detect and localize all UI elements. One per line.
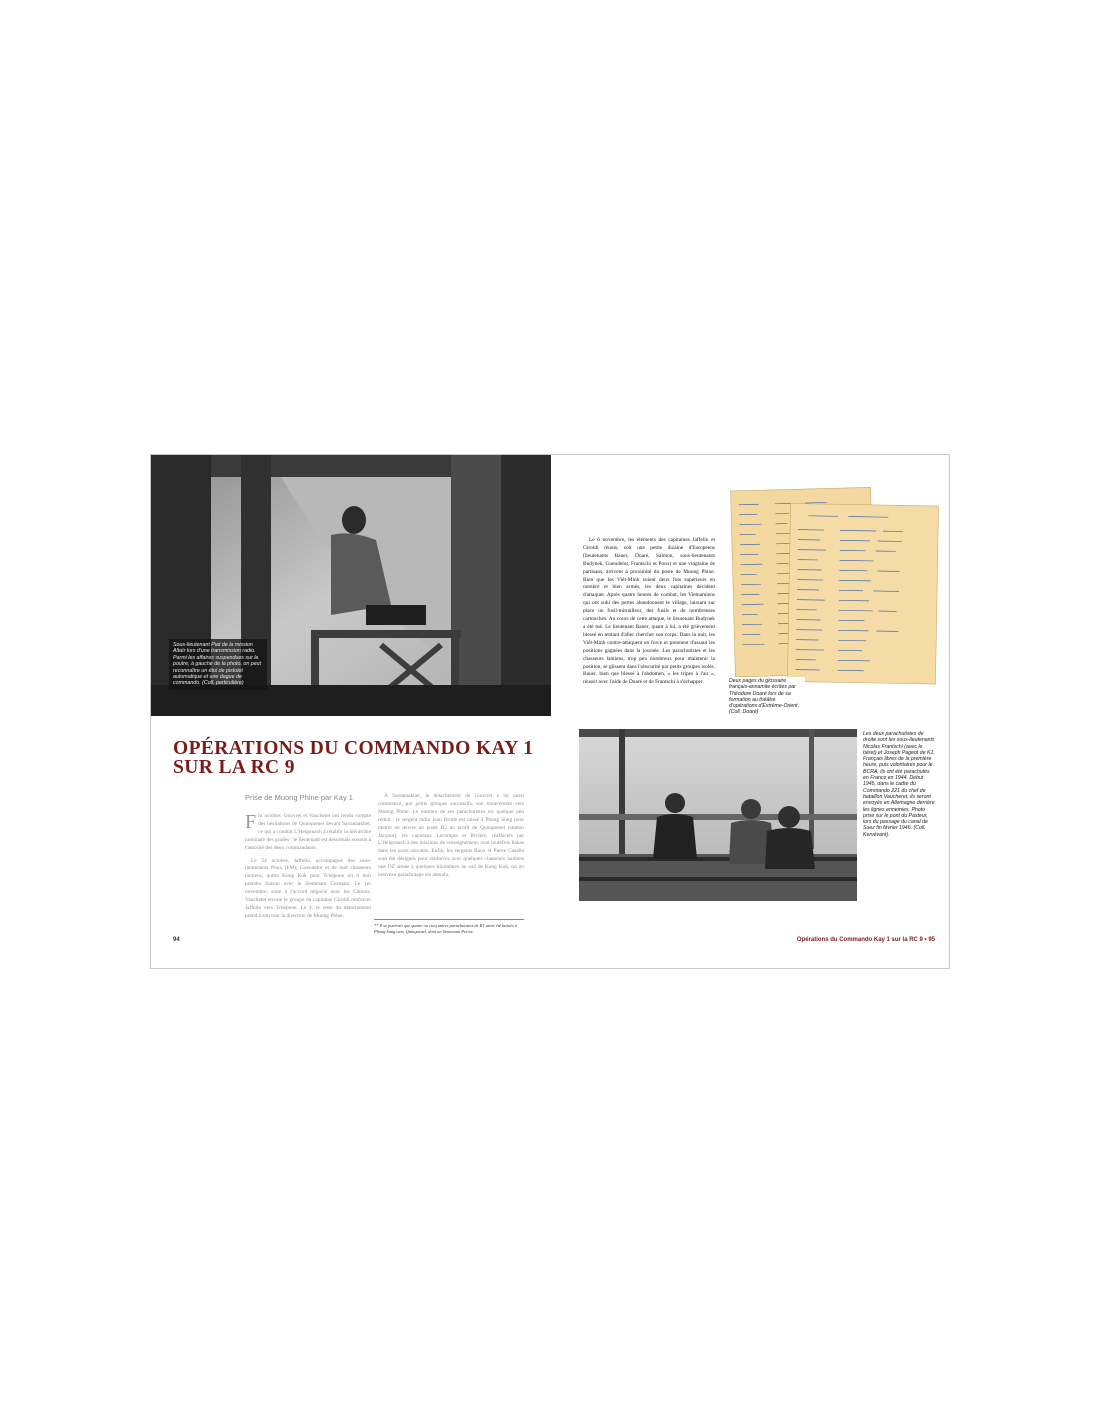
col1-para2: Le 24 octobre, Jaffelin, accompagné des sous-lieutenants Poux (FM), Gueudelot et de huit chasseurs laotiens, quitte Kong Kok pour Tchépone où il doit prendre liaison avec le lieutenant Germain. Le 1er novembre, suite à l'accord négocié avec les Chinois, Vauchetet envoie le groupe du capitaine Giroldi renforcer Jaffelin vers Tchépone. Le 4, le reste du détachement prend à son tour la direction de Muong Phine. [245,857,371,919]
left-column-1 [245,813,371,926]
paratroopers-image [579,729,857,901]
chapter-title-line1: OPÉRATIONS DU COMMANDO KAY 1 [173,738,534,759]
col1-para1: in octobre, Gouvret et Vauchetet ont rendu compte des hésitations de Quinquenel devant Savannakhet, ce qui a conduit L'Helgouach à rétablir la hiérarchie nominale des grades : le lieutenant est désormais soumis à l'autorité des deux commandants. [245,813,371,851]
drop-cap: F [245,811,257,833]
chapter-title-line2: SUR LA RC 9 [173,757,295,778]
paratroopers-caption: Les deux parachutistes de droite sont les sous-lieutenants Nicolas Frantschi (avec le béret) et Joseph Pageot de K1. Français libres de la première heure, puis volontaires pour le BCRA, ils ont été parachutés en France en 1944. Début 1945, dans le cadre du Commando 221 du chef de bataillon Vaucheret, ils seront envoyés en Allemagne derrière les lignes ennemies. Photo prise sur le pont du Pasteur, lors du passage du canal de Suez fin février 1946. (Coll. Kervévant). [863,731,935,838]
glossary-pages-image [727,483,941,688]
section-subhead: Prise de Muong Phine par Kay 1 [245,793,353,802]
col2-para1: À Savannakhet, le détachement de Gouvret a lui aussi commencé, par petits groupes successifs, son mouvement vers Muong Phine. Le nombre de ses parachutistes est quelque peu réduit : le sergent radio Jean Brolle est laissé à Phong Sung pour mettre en œuvre un poste B2 au profit de Quinquenel (station Jacquot), les caporaux Lecompte et Rivière, réaffectés par L'Helgouach à des missions de renseignement, sont toutefois Pakse dans les jours suivants. Enfin, les sergents Raux et Pierre Casalta sont été désignés pour renforcer avec quelques chasseurs laotiens une DZ située à quelques kilomètres au sud de Kong Kok, où un nouveau parachutage est attendu. [378,793,524,879]
right-page [551,455,949,968]
paratroopers-photo [579,729,857,901]
glossary-document-photo [727,483,941,688]
page-footer-right: Opérations du Commando Kay 1 sur la RC 9 • 95 [796,937,935,943]
right-body-text: Le 6 novembre, les éléments des capitaines Jaffelin et Giroldi réunis, soit une petite dizaine d'Européens (lieutenants Bauer, Doaré, Salmon, sous-lieutenants Budynek, Gueudelot, Frantschi et Poux) et une vingtaine de partisans, arrivent à proximité du poste de Muong Phine. Bien que les Viêt-Minh soient deux fois supérieurs en nombre et bien armés, les deux capitaines décident d'attaquer. Après quatre heures de combat, les Vietnamiens qui ont subi des pertes abandonnent le village, laissant sur place un fusil-mitrailleur, des fusils et de nombreuses cartouches. Au cours de cette attaque, le lieutenant Budynek a été tué. Le lieutenant Bauer, quant à lui, a été grièvement blessé en tentant d'aller chercher son corps. Dans la nuit, les Viêt-Minh contre-attaquent en force et prennent d'assaut les positions gagnées dans la journée. Les parachutistes et les chasseurs laotiens, trop peu nombreux pour maintenir la position, se glissent dans l'obscurité par petits groupes isolés. Bauer, bien que blessé à l'abdomen, « les tripes à l'air », réussit avec l'aide de Doaré et de Frantschi à s'échapper. [583,537,715,686]
book-spread [150,454,950,969]
radio-photo-caption: Sous-lieutenant Piat de la mission Altaïr lors d'une transmission radio. Parmi les affaires suspendues sur la poutre, à gauche de la photo, on peut reconnaître un étui de pistolet automatique et une dague de commando. (Coll. particulière) [169,639,267,690]
page-number-left: 94 [173,937,180,943]
left-column-2 [378,793,524,885]
left-page [151,455,551,968]
chapter-title [173,739,533,777]
footnote: ** Il se pourrait que quatre ou cinq autres parachutistes de K1 aient été laissés à Phong Sung avec Quinquenel, dont un lieutenant Perrot. [374,919,524,934]
glossary-caption: Deux pages du glossaire français-annamite écrites par Théodore Doaré lors de sa formation au théâtre d'opérations d'Extrême-Orient. (Coll. Doaré) [727,677,805,717]
